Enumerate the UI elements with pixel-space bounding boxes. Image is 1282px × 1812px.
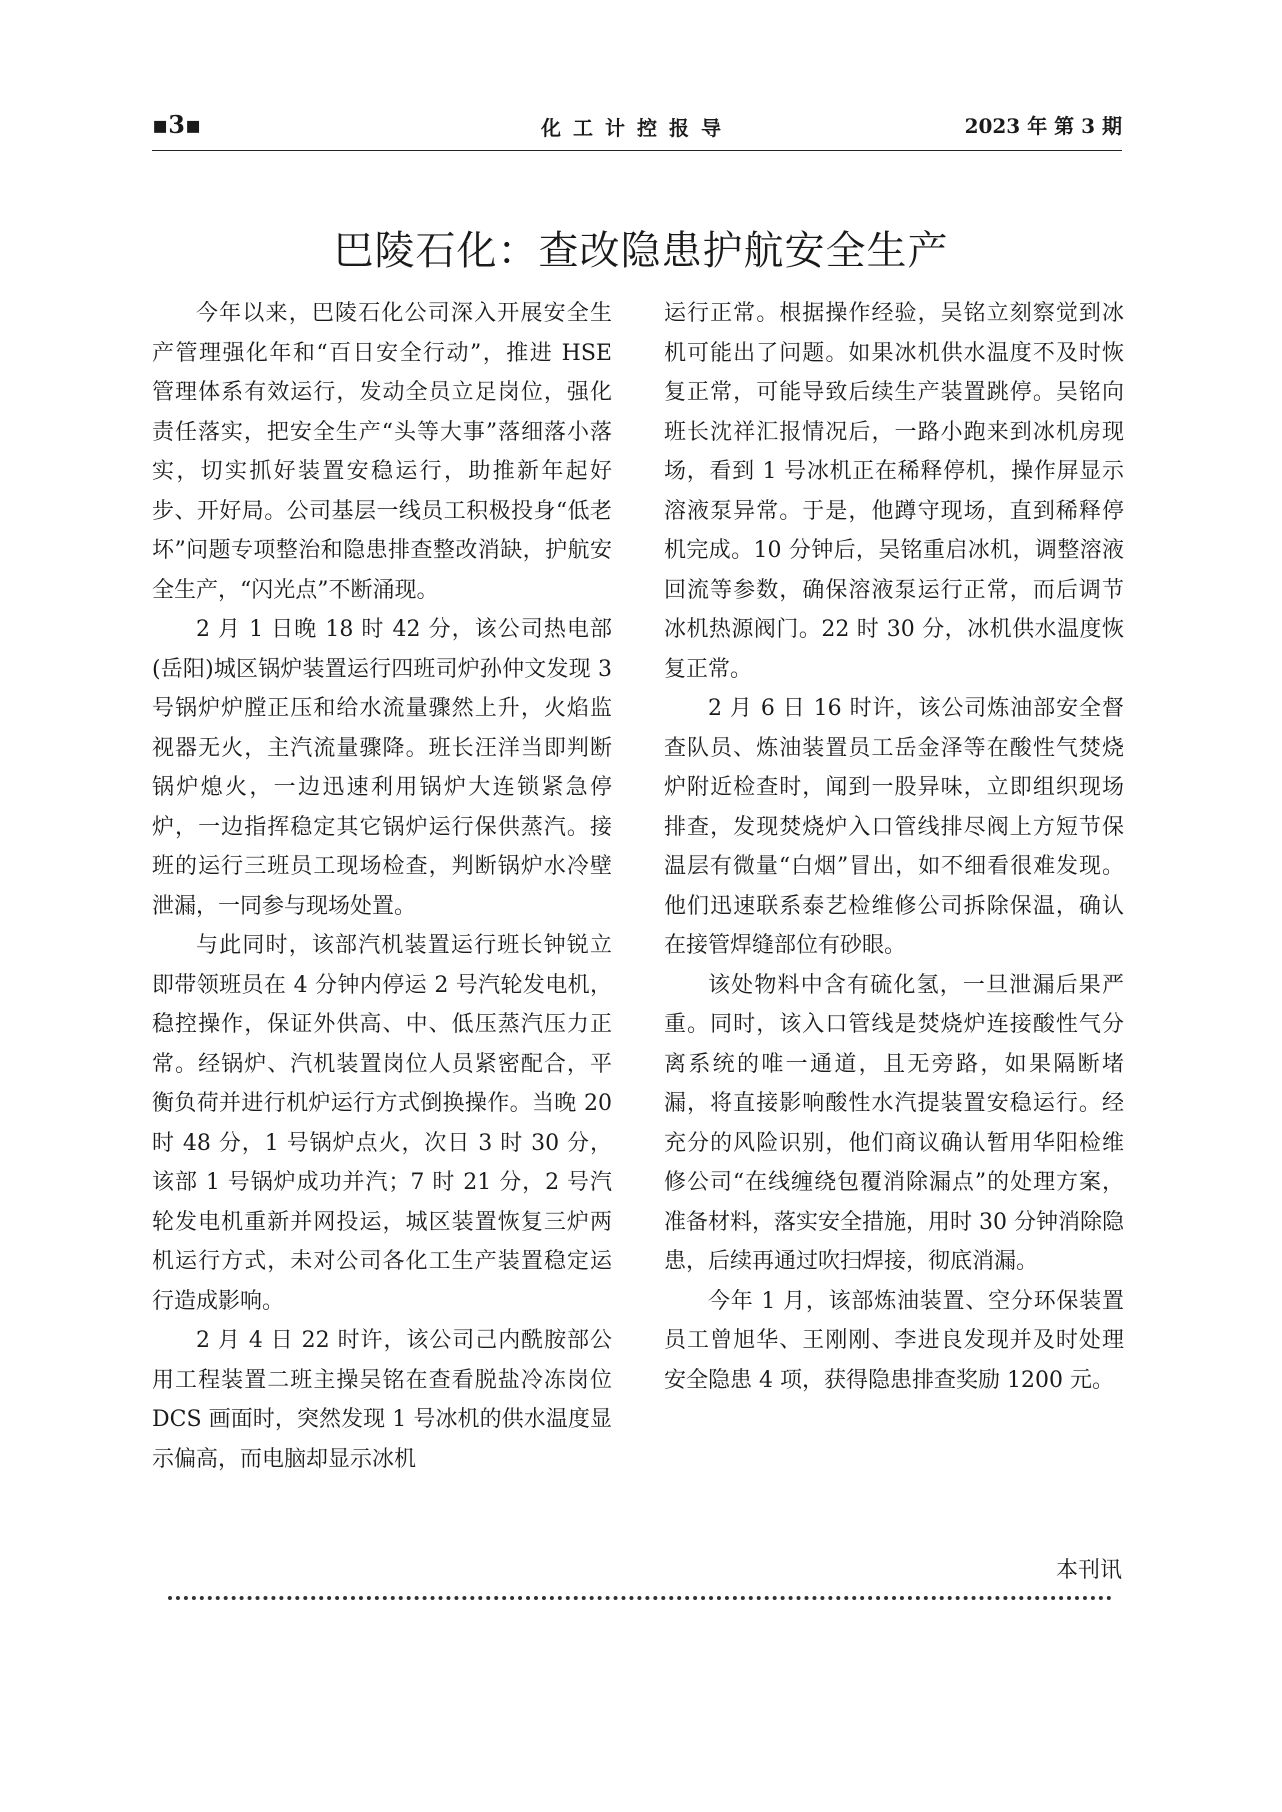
page-header xyxy=(152,106,1122,146)
article-title: 巴陵石化：查改隐患护航安全生产 xyxy=(333,227,949,274)
paragraph: 该处物料中含有硫化氢，一旦泄漏后果严重。同时，该入口管线是焚烧炉连接酸性气分离系统的唯一通道，且无旁路，如果隔断堵漏，将直接影响酸性水汽提装置安稳运行。经充分的风险识别，他们商议确认暂用华阳检维修公司“在线缠绕包覆消除漏点”的处理方案，准备材料，落实安全措施，用时 30 分钟消除隐患，后续再通过吹扫焊接，彻底消漏。 xyxy=(664,972,1124,1274)
paragraph: 与此同时，该部汽机装置运行班长钟锐立即带领班员在 4 分钟内停运 2 号汽轮发电机，稳控操作，保证外供高、中、低压蒸汽压力正常。经锅炉、汽机装置岗位人员紧密配合，平衡负荷并进行机炉运行方式倒换操作。当晚 20 时 48 分，1 号锅炉点火，次日 3 时 30 分，该部 1 号锅炉成功并汽；7 时 21 分，2 号汽轮发电机重新并网投运，城区装置恢复三炉两机运行方式，未对公司各化工生产装置稳定运行造成影响。 xyxy=(152,933,612,1314)
issue-label: 2023 年 第 3 期 xyxy=(964,114,1122,138)
page-number: ▪3▪ xyxy=(152,110,202,139)
right-column xyxy=(664,294,1124,1400)
header-rule xyxy=(152,150,1122,151)
paragraph: 2 月 4 日 22 时许，该公司己内酰胺部公用工程装置二班主操吴铭在查看脱盐冷冻岗位 DCS 画面时，突然发现 1 号冰机的供水温度显示偏高，而电脑却显示冰机 xyxy=(152,1328,612,1472)
journal-name: 化工计控报导 xyxy=(541,116,733,140)
left-column xyxy=(152,294,612,1479)
paragraph-continued: 运行正常。根据操作经验，吴铭立刻察觉到冰机可能出了问题。如果冰机供水温度不及时恢复正常，可能导致后续生产装置跳停。吴铭向班长沈祥汇报情况后，一路小跑来到冰机房现场，看到 1 号冰机正在稀释停机，操作屏显示溶液泵异常。于是，他蹲守现场，直到稀释停机完成。10 分钟后，吴铭重启冰机，调整溶液回流等参数，确保溶液泵运行正常，而后调节冰机热源阀门。22 时 30 分，冰机供水温度恢复正常。 xyxy=(664,301,1124,682)
paragraph: 2 月 6 日 16 时许，该公司炼油部安全督查队员、炼油装置员工岳金泽等在酸性气焚烧炉附近检查时，闻到一股异味，立即组织现场排查，发现焚烧炉入口管线排尽阀上方短节保温层有微量“白烟”冒出，如不细看很难发现。他们迅速联系泰艺检维修公司拆除保温，确认在接管焊缝部位有砂眼。 xyxy=(664,696,1124,958)
paragraph: 2 月 1 日晚 18 时 42 分，该公司热电部(岳阳)城区锅炉装置运行四班司炉孙仲文发现 3 号锅炉炉膛正压和给水流量骤然上升，火焰监视器无火，主汽流量骤降。班长汪洋当即判断锅炉熄火，一边迅速利用锅炉大连锁紧急停炉，一边指挥稳定其它锅炉运行保供蒸汽。接班的运行三班员工现场检查，判断锅炉水冷壁泄漏，一同参与现场处置。 xyxy=(152,617,612,919)
paragraph: 今年 1 月，该部炼油装置、空分环保装置员工曾旭华、王刚刚、李进良发现并及时处理安全隐患 4 项，获得隐患排查奖励 1200 元。 xyxy=(664,1288,1124,1393)
dotted-separator xyxy=(168,1596,1112,1600)
article-source: 本刊讯 xyxy=(1055,1558,1122,1583)
paragraph: 今年以来，巴陵石化公司深入开展安全生产管理强化年和“百日安全行动”，推进 HSE 管理体系有效运行，发动全员立足岗位，强化责任落实，把安全生产“头等大事”落细落小落实，切实抓好装置安稳运行，助推新年起好步、开好局。公司基层一线员工积极投身“低老坏”问题专项整治和隐患排查整改消缺，护航安全生产，“闪光点”不断涌现。 xyxy=(152,301,612,603)
